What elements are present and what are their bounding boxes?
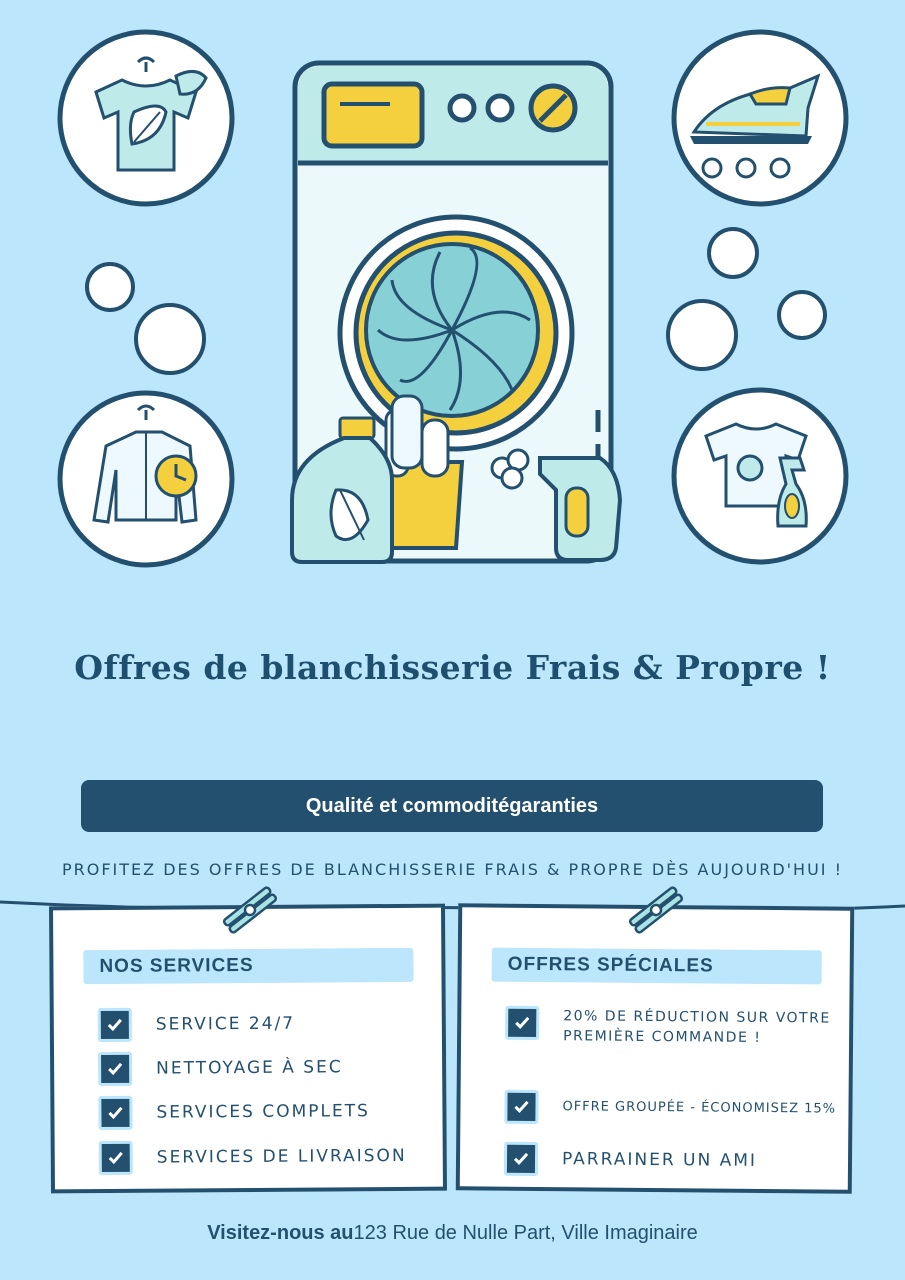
- service-label: NETTOYAGE À SEC: [156, 1057, 343, 1079]
- washing-machine-icon: [292, 63, 620, 562]
- footer-address-text: 123 Rue de Nulle Part, Ville Imaginaire: [353, 1222, 698, 1244]
- page-title: Offres de blanchisserie Frais & Propre !: [74, 648, 831, 687]
- offer-label: OFFRE GROUPÉE - ÉCONOMISEZ 15%: [562, 1098, 837, 1117]
- checkbox-icon: [99, 1141, 133, 1175]
- offer-label: 20% DE RÉDUCTION SUR VOTRE PREMIÈRE COMMANDE !: [563, 1008, 831, 1047]
- checkbox-icon: [98, 1052, 132, 1086]
- offers-card: [456, 903, 854, 1193]
- bubble: [87, 264, 133, 310]
- bubble: [668, 301, 736, 369]
- offer-label: PARRAINER UN AMI: [561, 1148, 758, 1171]
- checkbox-icon: [98, 1096, 132, 1130]
- iron-icon: [674, 32, 846, 204]
- checkbox-icon: [504, 1090, 538, 1124]
- service-item: [98, 1094, 370, 1130]
- checkbox-icon: [505, 1006, 539, 1040]
- offer-item: [504, 1142, 757, 1178]
- footer-address: [0, 1222, 905, 1245]
- offers-heading: OFFRES SPÉCIALES: [492, 948, 822, 985]
- clothespin-icon: [624, 880, 688, 940]
- bubble: [709, 229, 757, 277]
- offer-item: [504, 1090, 836, 1127]
- bubble: [136, 305, 204, 373]
- tshirt-leaf-icon: [60, 32, 232, 204]
- bubble: [779, 292, 825, 338]
- clothespin-icon: [218, 880, 282, 940]
- promo-text: PROFITEZ DES OFFRES DE BLANCHISSERIE FRAIS & PROPRE DÈS AUJOURD'HUI !: [61, 860, 844, 879]
- quality-banner: Qualité et commoditégaranties: [81, 780, 823, 832]
- shirt-spray-icon: [674, 390, 846, 562]
- service-item: [98, 1007, 295, 1042]
- laundry-illustration: [0, 0, 905, 600]
- service-label: SERVICE 24/7: [155, 1013, 296, 1035]
- service-label: SERVICES COMPLETS: [156, 1100, 370, 1123]
- service-item: [99, 1139, 407, 1175]
- service-item: [98, 1050, 343, 1086]
- checkbox-icon: [98, 1008, 132, 1042]
- service-label: SERVICES DE LIVRAISON: [156, 1145, 407, 1168]
- services-heading: NOS SERVICES: [83, 948, 413, 984]
- offer-item: [505, 1006, 833, 1049]
- shirt-clock-icon: [60, 393, 232, 565]
- services-card: [49, 904, 447, 1194]
- footer-label: Visitez-nous au: [207, 1222, 354, 1244]
- checkbox-icon: [504, 1142, 538, 1176]
